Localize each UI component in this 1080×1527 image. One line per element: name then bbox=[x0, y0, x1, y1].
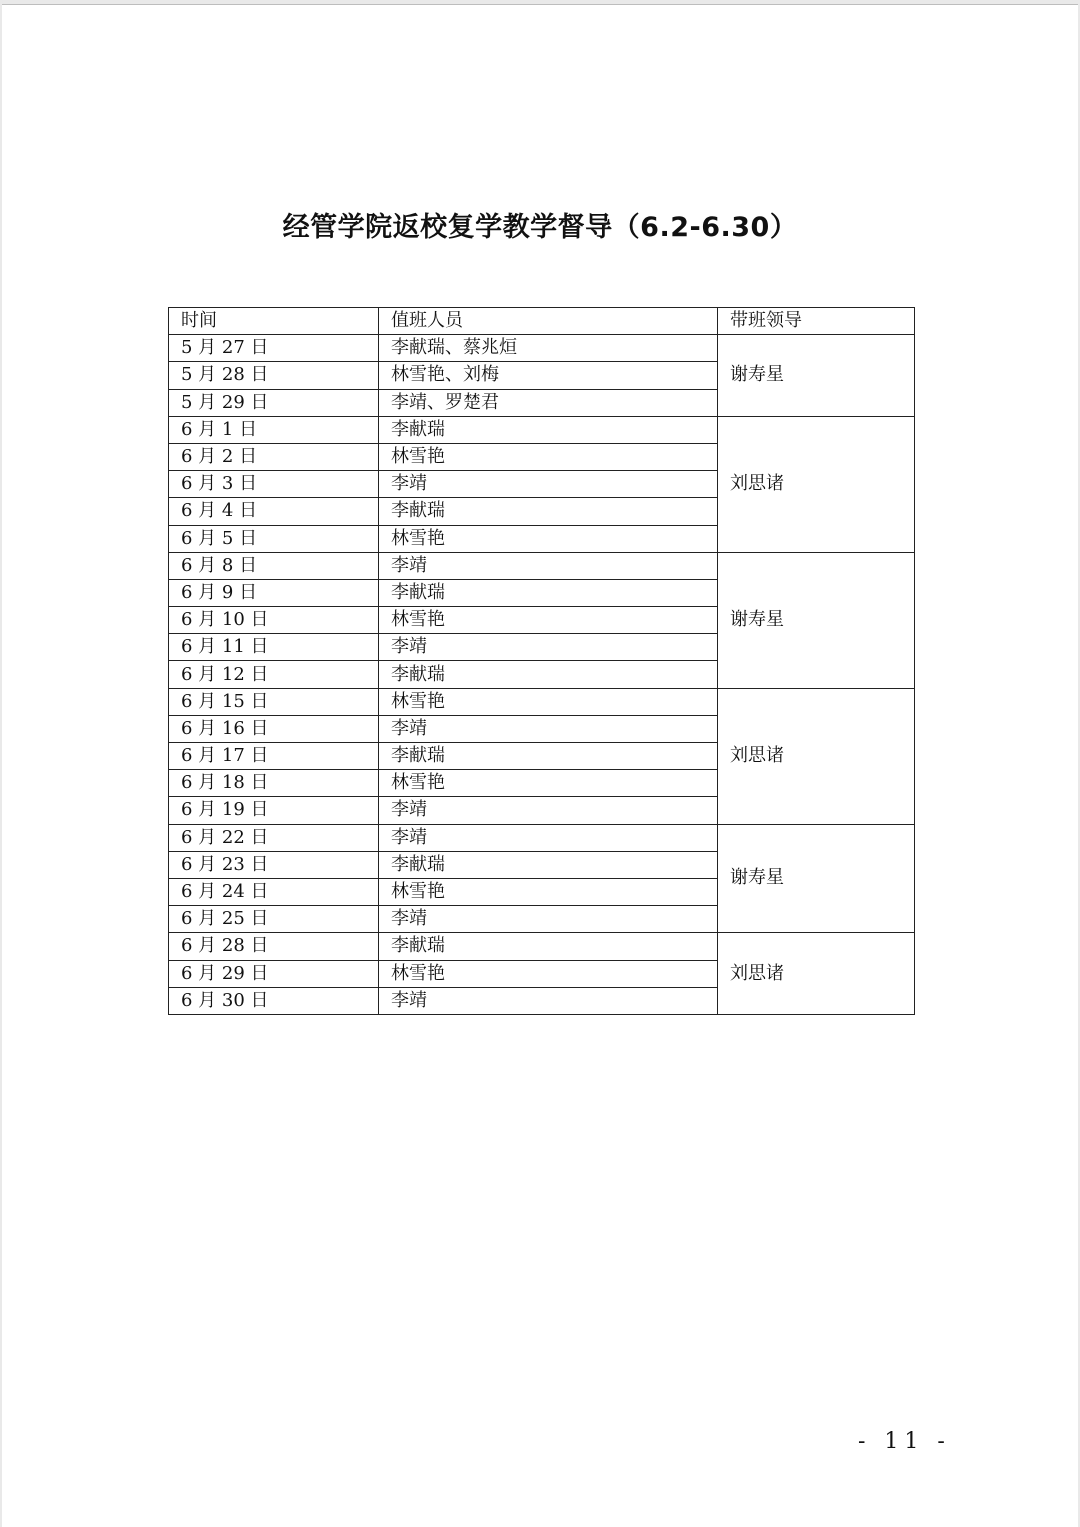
date-cell: 6 月 16 日 bbox=[169, 715, 379, 742]
leader-cell: 谢寿星 bbox=[718, 335, 915, 417]
date-cell: 6 月 18 日 bbox=[169, 770, 379, 797]
document-page bbox=[2, 4, 1078, 1527]
date-cell: 6 月 12 日 bbox=[169, 661, 379, 688]
leader-cell: 刘思诸 bbox=[718, 416, 915, 552]
staff-cell: 李献瑞 bbox=[379, 416, 718, 443]
table-header-row bbox=[169, 308, 915, 335]
staff-cell: 李献瑞 bbox=[379, 579, 718, 606]
table-row bbox=[169, 335, 915, 362]
table-row bbox=[169, 933, 915, 960]
date-cell: 6 月 30 日 bbox=[169, 987, 379, 1014]
staff-cell: 李献瑞 bbox=[379, 498, 718, 525]
date-cell: 6 月 23 日 bbox=[169, 851, 379, 878]
staff-cell: 林雪艳 bbox=[379, 443, 718, 470]
staff-cell: 李靖、罗楚君 bbox=[379, 389, 718, 416]
staff-cell: 李献瑞、蔡兆烜 bbox=[379, 335, 718, 362]
date-cell: 6 月 10 日 bbox=[169, 607, 379, 634]
table-row bbox=[169, 552, 915, 579]
staff-cell: 李靖 bbox=[379, 634, 718, 661]
header-leader: 带班领导 bbox=[718, 308, 915, 335]
duty-roster-table bbox=[168, 307, 915, 1015]
staff-cell: 李献瑞 bbox=[379, 933, 718, 960]
staff-cell: 李靖 bbox=[379, 797, 718, 824]
date-cell: 6 月 29 日 bbox=[169, 960, 379, 987]
staff-cell: 李靖 bbox=[379, 906, 718, 933]
staff-cell: 李献瑞 bbox=[379, 851, 718, 878]
staff-cell: 林雪艳 bbox=[379, 688, 718, 715]
staff-cell: 林雪艳、刘梅 bbox=[379, 362, 718, 389]
date-cell: 6 月 11 日 bbox=[169, 634, 379, 661]
date-cell: 5 月 29 日 bbox=[169, 389, 379, 416]
date-cell: 6 月 17 日 bbox=[169, 743, 379, 770]
staff-cell: 李靖 bbox=[379, 824, 718, 851]
date-cell: 6 月 8 日 bbox=[169, 552, 379, 579]
date-cell: 6 月 2 日 bbox=[169, 443, 379, 470]
staff-cell: 李献瑞 bbox=[379, 743, 718, 770]
date-cell: 6 月 25 日 bbox=[169, 906, 379, 933]
staff-cell: 李靖 bbox=[379, 987, 718, 1014]
leader-cell: 刘思诸 bbox=[718, 688, 915, 824]
header-date: 时间 bbox=[169, 308, 379, 335]
date-cell: 6 月 9 日 bbox=[169, 579, 379, 606]
date-cell: 5 月 28 日 bbox=[169, 362, 379, 389]
table-row bbox=[169, 416, 915, 443]
date-cell: 5 月 27 日 bbox=[169, 335, 379, 362]
staff-cell: 林雪艳 bbox=[379, 607, 718, 634]
staff-cell: 李靖 bbox=[379, 471, 718, 498]
leader-cell: 谢寿星 bbox=[718, 824, 915, 933]
table-row bbox=[169, 824, 915, 851]
date-cell: 6 月 28 日 bbox=[169, 933, 379, 960]
staff-cell: 林雪艳 bbox=[379, 525, 718, 552]
leader-cell: 谢寿星 bbox=[718, 552, 915, 688]
staff-cell: 林雪艳 bbox=[379, 878, 718, 905]
staff-cell: 林雪艳 bbox=[379, 770, 718, 797]
leader-cell: 刘思诸 bbox=[718, 933, 915, 1015]
date-cell: 6 月 1 日 bbox=[169, 416, 379, 443]
page-number: - 11 - bbox=[858, 1429, 951, 1454]
date-cell: 6 月 4 日 bbox=[169, 498, 379, 525]
header-staff: 值班人员 bbox=[379, 308, 718, 335]
staff-cell: 李靖 bbox=[379, 552, 718, 579]
staff-cell: 李献瑞 bbox=[379, 661, 718, 688]
date-cell: 6 月 5 日 bbox=[169, 525, 379, 552]
table-row bbox=[169, 688, 915, 715]
date-cell: 6 月 22 日 bbox=[169, 824, 379, 851]
staff-cell: 林雪艳 bbox=[379, 960, 718, 987]
date-cell: 6 月 3 日 bbox=[169, 471, 379, 498]
date-cell: 6 月 24 日 bbox=[169, 878, 379, 905]
date-cell: 6 月 19 日 bbox=[169, 797, 379, 824]
staff-cell: 李靖 bbox=[379, 715, 718, 742]
page-title: 经管学院返校复学教学督导（6.2-6.30） bbox=[282, 212, 798, 243]
date-cell: 6 月 15 日 bbox=[169, 688, 379, 715]
